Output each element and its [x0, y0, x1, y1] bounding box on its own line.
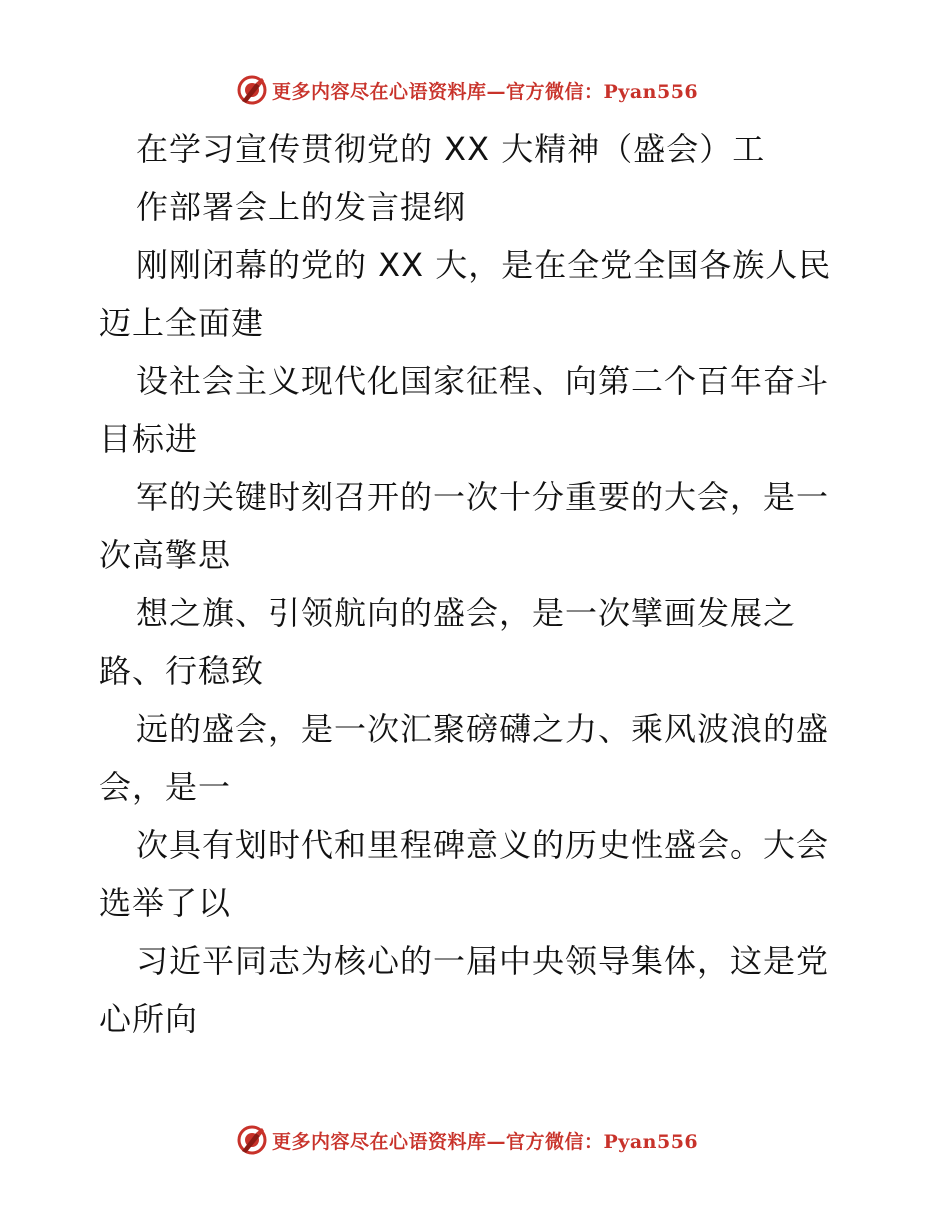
text-line: 迈上全面建 — [99, 304, 265, 342]
text-line: 在学习宣传贯彻党的 XX 大精神（盛会）工 — [136, 130, 766, 168]
text-line: 刚刚闭幕的党的 XX 大，是在全党全国各族人民 — [136, 246, 832, 284]
text-line: 次高擎思 — [99, 536, 232, 574]
text-line: 目标进 — [99, 420, 199, 458]
pen-logo-icon — [236, 74, 268, 106]
text-line: 心所向 — [99, 1000, 199, 1038]
banner-site-text: 更多内容尽在心语资料库 — [272, 1130, 487, 1153]
banner-separator: — — [486, 80, 507, 103]
footer-banner — [236, 1123, 698, 1157]
banner-site-text: 更多内容尽在心语资料库 — [272, 80, 487, 103]
text-line: 作部署会上的发言提纲 — [136, 188, 467, 226]
text-line: 次具有划时代和里程碑意义的历史性盛会。大会 — [136, 826, 830, 864]
text-line: 会，是一 — [99, 768, 232, 806]
document-body — [99, 120, 859, 1048]
text-line: 远的盛会，是一次汇聚磅礴之力、乘风波浪的盛 — [136, 710, 830, 748]
text-line: 设社会主义现代化国家征程、向第二个百年奋斗 — [136, 362, 830, 400]
banner-wechat-text: 官方微信：Pyan556 — [506, 80, 699, 103]
banner-wechat-text: 官方微信：Pyan556 — [506, 1130, 699, 1153]
text-line: 习近平同志为核心的一届中央领导集体，这是党 — [136, 942, 830, 980]
text-line: 军的关键时刻召开的一次十分重要的大会，是一 — [136, 478, 830, 516]
banner-separator: — — [486, 1130, 507, 1153]
banner-text — [272, 1127, 698, 1154]
header-banner — [236, 73, 698, 107]
text-line: 选举了以 — [99, 884, 232, 922]
text-line: 想之旗、引领航向的盛会，是一次擘画发展之 — [136, 594, 797, 632]
banner-text — [272, 77, 698, 104]
pen-logo-icon — [236, 1124, 268, 1156]
text-line: 路、行稳致 — [99, 652, 265, 690]
